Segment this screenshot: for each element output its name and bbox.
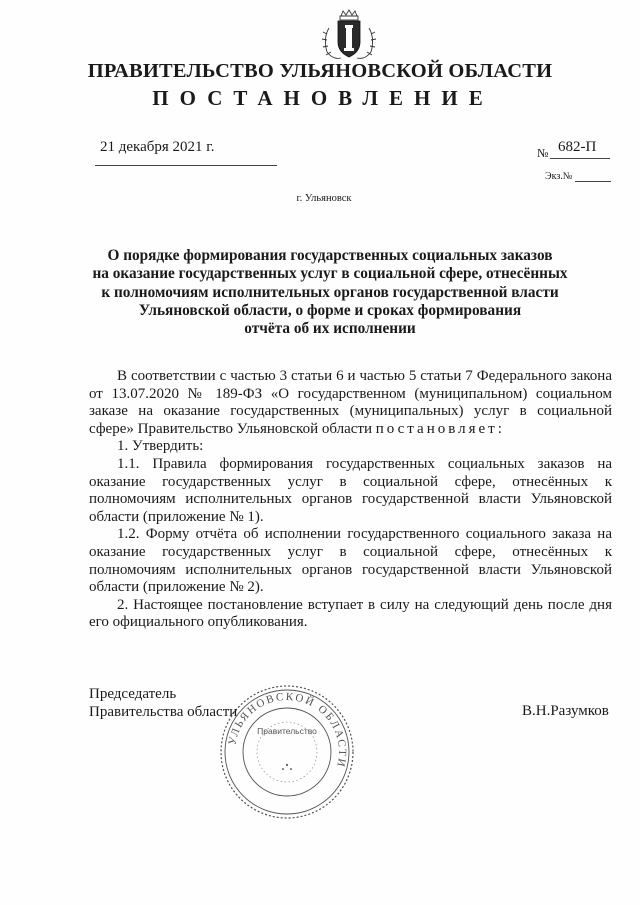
- document-heading: [60, 247, 600, 338]
- item-2: 2. Настоящее постановление вступает в силу на следующий день после дня его официального опубликования.: [89, 596, 612, 631]
- preamble-text: В соответствии с частью 3 статьи 6 и частью 5 статьи 7 Федерального закона от 13.07.2020 № 189-ФЗ «О государственном (муниципальном) социальном заказе на оказание государственных (муниципальных) услуг в социальной сфере» Правительство Ульяновской области: [89, 368, 612, 437]
- signatory-title-line: Правительства области: [89, 704, 238, 720]
- preamble-action: постановляет:: [375, 420, 505, 437]
- seal-ring-text: УЛЬЯНОВСКОЙ ОБЛАСТИ: [226, 690, 349, 770]
- signatory-name: В.Н.Разумков: [522, 703, 609, 719]
- heading-line: к полномочиям исполнительных органов государственной власти: [101, 283, 559, 301]
- city-name: г. Ульяновск: [296, 193, 352, 204]
- date-underline: [95, 165, 277, 166]
- official-seal: [212, 677, 362, 827]
- copy-number-label: Экз.№: [545, 171, 573, 182]
- item-1-2: 1.2. Форму отчёта об исполнении государственного социального заказа на оказание государственных услуг в социальной сфере, отнесённых к полномочиям исполнительных органов государственной власти Ульяновской области (приложение № 2).: [89, 526, 612, 596]
- heading-line: О порядке формирования государственных социальных заказов: [107, 247, 553, 264]
- coat-of-arms-icon: [319, 8, 379, 64]
- number-sign: №: [537, 146, 549, 160]
- copy-number-underline: [575, 181, 611, 182]
- heading-line: на оказание государственных услуг в социальной сфере, отнесённых: [92, 265, 568, 283]
- heading-line: Ульяновской области, о форме и сроках формирования: [138, 301, 522, 319]
- item-1: 1. Утвердить:: [117, 438, 204, 455]
- government-name: ПРАВИТЕЛЬСТВО УЛЬЯНОВСКОЙ ОБЛАСТИ: [87, 60, 553, 82]
- document-kind: ПОСТАНОВЛЕНИЕ: [152, 86, 494, 110]
- preamble-paragraph: [89, 368, 612, 438]
- seal-center-text: Правительство: [257, 726, 317, 736]
- signatory-title-line: Председатель: [89, 686, 177, 702]
- item-1-1: 1.1. Правила формирования государственных социальных заказов на оказание государственных услуг в социальной сфере, отнесённых к полномочиям исполнительных органов государственной власти Ульяновской области (приложение № 1).: [89, 455, 612, 525]
- heading-line: отчёта об их исполнении: [244, 320, 416, 338]
- document-date: 21 декабря 2021 г.: [100, 139, 215, 155]
- document-body: [89, 368, 612, 632]
- number-underline: [550, 158, 610, 159]
- document-number: 682-П: [558, 139, 597, 155]
